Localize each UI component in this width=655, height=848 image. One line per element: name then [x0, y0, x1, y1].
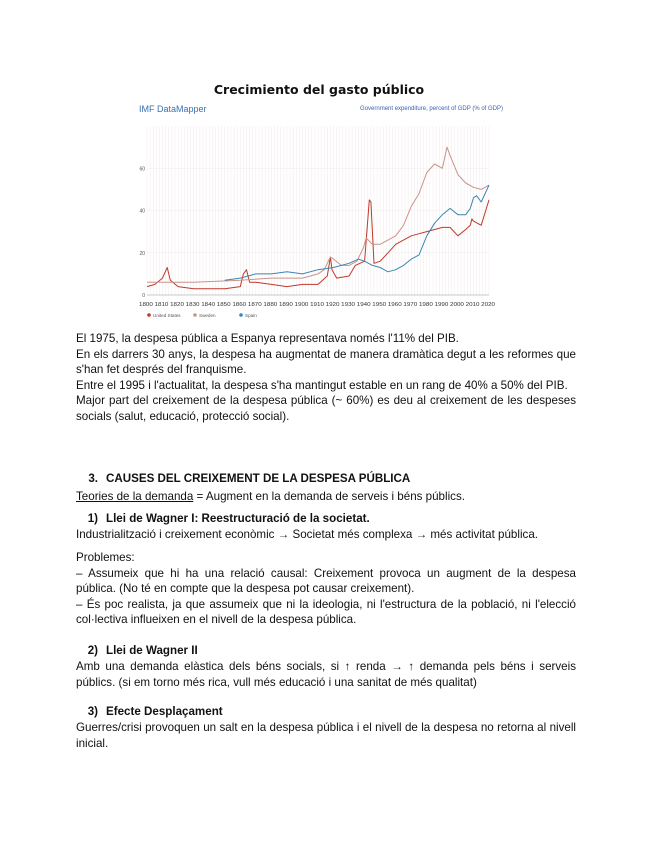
subheading-number: 1): [87, 512, 98, 525]
subheading-title: Efecte Desplaçament: [106, 705, 223, 718]
section-heading: [76, 471, 576, 487]
intro-line-3: Entre el 1995 i l'actualitat, la despesa s'ha mantingut estable en un rang de 40% a 50% del PIB.: [76, 378, 568, 392]
displacement-text: Guerres/crisi provoquen un salt en la despesa pública i el nivell de la despesa no retorna al nivell inicial.: [76, 721, 576, 750]
subheading-displacement: [76, 704, 576, 720]
series-line-spain: [225, 185, 489, 280]
chart-title: Crecimiento del gasto público: [213, 82, 425, 97]
subheading-number: 2): [87, 644, 98, 657]
legend-marker: [193, 313, 197, 317]
subheading-title: Llei de Wagner I: Reestructuració de la societat.: [106, 512, 370, 525]
wagner-1-text: Industrialització i creixement econòmic → Societat més complexa → més activitat pública.: [76, 528, 539, 541]
demand-theories-label: Teories de la demanda: [76, 490, 194, 503]
y-tick-label: 40: [139, 208, 145, 215]
demand-theories-text: = Augment en la demanda de serveis i béns públics.: [193, 490, 465, 503]
intro-line-4: Major part del creixement de la despesa pública (~ 60%) es deu al creixement de les despeses socials (salut, educació, protecció social).: [76, 394, 576, 423]
problem-1: – Assumeix que hi ha una relació causal: Creixement provoca un augment de la despesa pública. (No té en compte que la despesa pot causar creixement).: [76, 566, 576, 596]
wagner-2-text: Amb una demanda elàstica dels béns socials, si ↑ renda → ↑ demanda pels béns i serveis públics. (si em torno més rica, vull més educació i una sanitat de més qualitat): [76, 660, 576, 689]
problems-label: Problemes:: [76, 551, 135, 564]
subheading-title: Llei de Wagner II: [106, 644, 198, 657]
section-number: 3.: [88, 472, 98, 485]
subheading-wagner-2: [76, 643, 576, 659]
subheading-wagner-1: [76, 511, 576, 527]
legend-label: United States: [153, 313, 181, 318]
line-chart: [133, 80, 505, 320]
demand-theories: [76, 489, 576, 505]
legend-label: Sweden: [199, 313, 216, 318]
subheading-number: 3): [87, 705, 98, 718]
legend-label: Spain: [245, 313, 257, 318]
chart-subtitle: Government expenditure, percent of GDP (% of GDP): [360, 106, 503, 112]
intro-line-1: El 1975, la despesa pública a Espanya representava només l'11% del PIB.: [76, 332, 459, 345]
intro-paragraph: [76, 331, 576, 425]
y-tick-label: 20: [139, 250, 145, 257]
legend-marker: [239, 313, 243, 317]
chart-source: IMF DataMapper: [139, 104, 207, 114]
legend-marker: [147, 313, 151, 317]
chart-figure: [133, 80, 505, 320]
y-tick-label: 60: [139, 166, 145, 173]
x-tick-labels: 1800 1810 1820 1830 1840 1850 1860 1870 1880 1890 1900 1910 1920 1930 1940 1950 1960 1970 1980 1990 2000 2010 2020: [139, 302, 496, 308]
section-title: CAUSES DEL CREIXEMENT DE LA DESPESA PÚBLICA: [106, 472, 411, 485]
problem-2: – És poc realista, ja que assumeix que ni la ideologia, ni l'estructura de la població, ni l'elecció col·lectiva influeixen en el nivell de la despesa pública.: [76, 597, 576, 627]
problems-block: [76, 550, 576, 628]
intro-line-2: En els darrers 30 anys, la despesa ha augmentat de manera dramàtica degut a les reformes que s'han fet després del franquisme.: [76, 347, 576, 377]
y-tick-label: 0: [142, 293, 145, 299]
